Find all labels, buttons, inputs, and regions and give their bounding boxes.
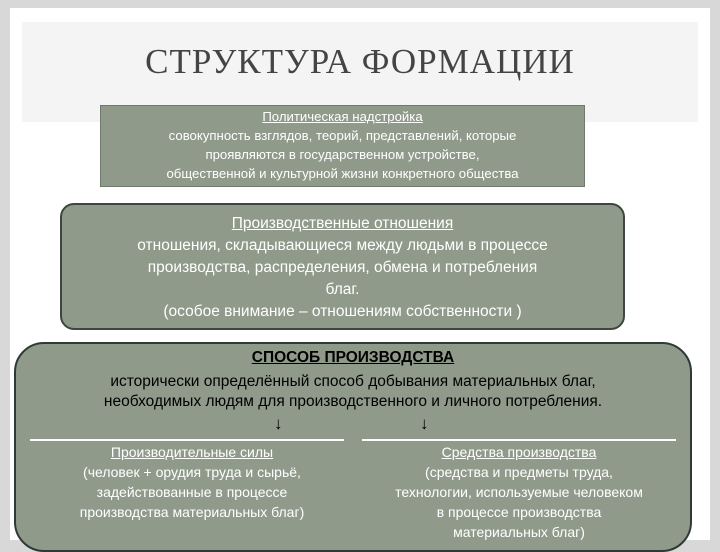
superstructure-line: проявляются в государственном устройстве, [205, 147, 480, 162]
relations-line: производства, распределения, обмена и потребления [147, 259, 538, 276]
productive-forces-line: (человек + орудия труда и сырьё, [83, 464, 301, 480]
divider [30, 439, 344, 441]
productive-forces-line: производства материальных благ) [79, 504, 305, 520]
relations-heading: Производственные отношения [231, 215, 454, 232]
mode-line: необходимых людям для производственного и личного потребления. [103, 393, 603, 410]
slide-title: СТРУКТУРА ФОРМАЦИИ [145, 42, 575, 81]
means-of-production-line: материальных благ) [453, 524, 585, 540]
means-of-production-line: технологии, используемые человеком [395, 484, 643, 500]
means-of-production-heading: Средства производства [441, 444, 597, 460]
superstructure-heading: Политическая надстройка [262, 109, 423, 124]
means-of-production-line: в процессе производства [436, 504, 602, 520]
productive-forces-heading: Производительные силы [110, 444, 274, 460]
superstructure-line: совокупность взглядов, теорий, представлений, которые [168, 128, 517, 143]
productive-forces [40, 442, 344, 522]
relations-line: благ. [325, 281, 360, 298]
mode-heading: СПОСОБ ПРОИЗВОДСТВА [251, 349, 455, 366]
superstructure-line: общественной и культурной жизни конкретного общества [166, 166, 519, 181]
mode-description [16, 372, 690, 412]
relations-line: (особое внимание – отношениям собственности ) [163, 303, 522, 320]
superstructure-box [100, 105, 585, 187]
mode-line: исторически определённый способ добывания материальных благ, [110, 373, 596, 390]
means-of-production [362, 442, 676, 542]
mode-box [14, 342, 692, 552]
divider [362, 439, 676, 441]
means-of-production-line: (средства и предметы труда, [425, 464, 613, 480]
arrow-down-icon: ↓ [274, 414, 283, 433]
arrow-down-icon: ↓ [420, 414, 429, 433]
productive-forces-line: задействованные в процессе [96, 484, 288, 500]
relations-line: отношения, складывающиеся между людьми в процессе [137, 237, 548, 254]
relations-box [60, 203, 625, 330]
